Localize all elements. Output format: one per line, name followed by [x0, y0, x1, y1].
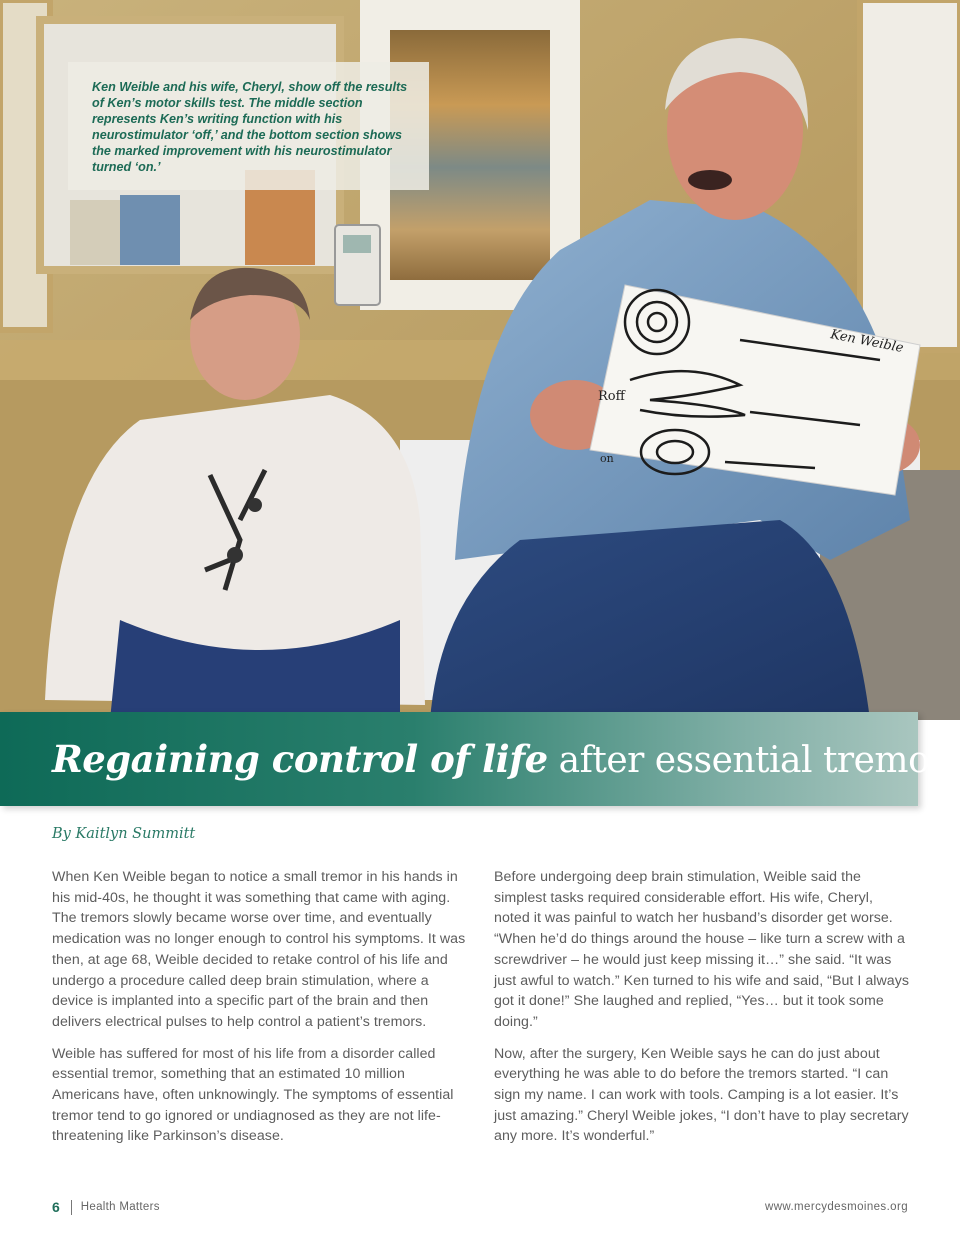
article-title-emphasis: Regaining control of life: [52, 737, 548, 781]
page-number: 6: [52, 1199, 60, 1215]
paper-signature: Ken Weible: [829, 327, 905, 357]
photo-caption-box: [68, 62, 429, 190]
title-banner: [0, 712, 946, 806]
footer-url: www.mercydesmoines.org: [764, 1201, 908, 1213]
paragraph: Before undergoing deep brain stimulation, Weible said the simplest tasks required considerable effort. His wife, Cheryl, noted it was painful to watch her husband’s disorder get worse. “When he’d do things around the house – like turn a screw with a screwdriver – he would just keep missing it…” she said. “It was just awful to watch.” Ken turned to his wife and said, “But I always got it done!” She laughed and replied, “Yes… but it took some doing.”: [494, 869, 910, 1030]
photo-caption: Ken Weible and his wife, Cheryl, show off the results of Ken’s motor skills test. The middle section represents Ken’s writing function with his neurostimulator ‘off,’ and the bottom section shows the marked improvement with his neurostimulator turned ‘on.’: [92, 80, 408, 174]
article-column-right: [494, 867, 910, 1158]
footer-left: [52, 1199, 160, 1215]
publication-name: Health Matters: [80, 1201, 160, 1213]
paragraph: Now, after the surgery, Ken Weible says he can do just about everything he was able to do before the tremors started. “I can sign my name. I can work with tools. Camping is a lot easier. It’s just amazing.” Cheryl Weible jokes, “I don’t have to play secretary any more. It’s wonderful.”: [494, 1045, 909, 1145]
article-column-left: [52, 867, 468, 1158]
footer-divider: [71, 1200, 72, 1215]
paper-label-off: Roff: [598, 389, 625, 404]
paragraph: Weible has suffered for most of his life from a disorder called essential tremor, something that an estimated 10 million Americans have, often unknowingly. The symptoms of essential tremor tend to go ignored or undiagnosed as they are not life-threatening like Parkinson’s disease.: [52, 1045, 454, 1145]
paragraph: When Ken Weible began to notice a small tremor in his hands in his mid-40s, he thought it was something that came with aging. The tremors slowly became worse over time, and eventually medication was no longer enough to control his symptoms. It was then, at age 68, Weible decided to retake control of his life and undergo a procedure called deep brain stimulation, where a device is implanted into a specific part of the brain and then delivers electrical pulses to help control a patient’s tremors.: [52, 869, 466, 1030]
article-title: [52, 737, 946, 781]
byline: By Kaitlyn Summitt: [52, 826, 196, 842]
article-title-rest: after essential tremor: [547, 740, 946, 781]
paper-label-on: on: [600, 452, 614, 465]
